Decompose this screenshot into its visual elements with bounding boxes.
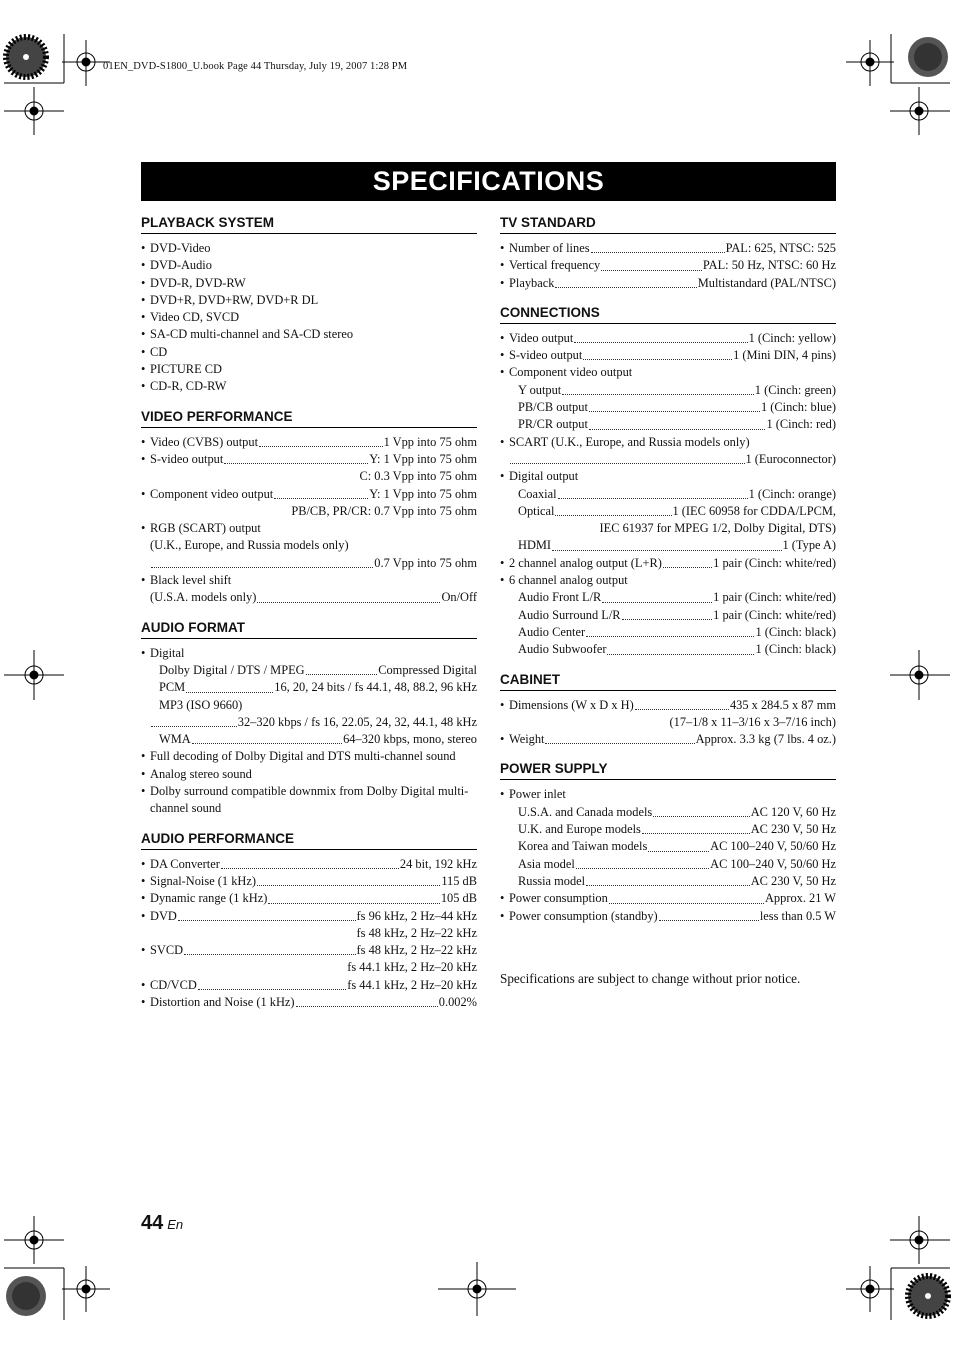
spec-item: [141, 942, 477, 959]
dot-leader: [151, 567, 373, 568]
spec-label: PR/CR output: [518, 417, 588, 432]
crosshair-icon: [62, 1266, 110, 1312]
spec-label: Audio Subwoofer: [518, 642, 607, 657]
dot-leader: [574, 342, 747, 343]
spec-item: [141, 679, 477, 696]
crosshair-icon: [4, 650, 64, 700]
crosshair-icon: [4, 87, 64, 135]
spec-item: • PICTURE CD: [141, 361, 477, 378]
spec-value: 32–320 kbps / fs 16, 22.05, 24, 32, 44.1, 48 kHz: [237, 714, 477, 729]
spec-item: [141, 555, 477, 572]
page-number-value: 44: [141, 1212, 164, 1234]
dot-leader: [151, 726, 237, 727]
spec-value: On/Off: [441, 590, 477, 605]
dot-leader: [622, 619, 713, 620]
spec-value: PAL: 50 Hz, NTSC: 60 Hz: [702, 258, 836, 273]
page-number: [141, 1212, 183, 1235]
spec-item: [141, 714, 477, 731]
spec-label: Coaxial: [518, 486, 557, 501]
spec-item: [500, 838, 836, 855]
spec-label: Optical: [518, 503, 555, 518]
spec-item: • Digital: [141, 645, 477, 662]
page-lang: En: [167, 1217, 184, 1232]
spec-item: • Power inlet: [500, 786, 836, 803]
spec-item: [500, 890, 836, 907]
spec-item: [500, 697, 836, 714]
dot-leader: [558, 498, 748, 499]
spec-item: [141, 994, 477, 1011]
spec-item: [141, 873, 477, 890]
spec-value: 1 pair (Cinch: white/red): [713, 607, 836, 622]
dot-leader: [583, 359, 732, 360]
dot-leader: [586, 636, 754, 637]
spec-value: AC 120 V, 60 Hz: [750, 804, 836, 819]
dot-leader: [296, 1006, 438, 1007]
spec-value: 1 (Cinch: yellow): [748, 330, 836, 345]
spec-item: [500, 330, 836, 347]
spec-label: • CD/VCD: [150, 977, 197, 992]
dot-leader: [589, 411, 760, 412]
section-heading: POWER SUPPLY: [500, 761, 836, 780]
spec-item: [141, 486, 477, 503]
spec-section: [500, 215, 836, 292]
dot-leader: [586, 885, 750, 886]
spec-label: • DVD: [150, 908, 177, 923]
spec-item: [141, 856, 477, 873]
crosshair-icon: [846, 40, 894, 86]
spec-item: [500, 607, 836, 624]
spec-value: less than 0.5 W: [759, 908, 836, 923]
spec-value: 1 (Cinch: blue): [760, 400, 836, 415]
spec-value: Approx. 3.3 kg (7 lbs. 4 oz.): [695, 732, 836, 747]
spec-label: • Number of lines: [509, 241, 590, 255]
dot-leader: [601, 270, 702, 271]
spec-item: [500, 908, 836, 925]
section-heading: TV STANDARD: [500, 215, 836, 234]
spec-label: (U.S.A. models only): [150, 590, 257, 605]
spec-value: 24 bit, 192 kHz: [399, 856, 477, 871]
spec-label: • DA Converter: [150, 856, 220, 871]
dot-leader: [224, 463, 368, 464]
spec-value: 1 (Euroconnector): [745, 451, 836, 466]
dot-leader: [635, 709, 729, 710]
spec-label: Asia model: [518, 856, 575, 871]
spec-label: • Video output: [509, 330, 574, 345]
spec-value: 0.7 Vpp into 75 ohm: [374, 555, 477, 570]
dot-leader: [663, 567, 712, 568]
dot-leader: [184, 954, 355, 955]
registration-target-icon: [908, 1276, 948, 1316]
spec-item: [500, 821, 836, 838]
spec-item: [141, 977, 477, 994]
spec-value: 1 (IEC 60958 for CDDA/LPCM,: [672, 503, 836, 518]
registration-target-icon: [6, 37, 46, 77]
spec-section: [141, 620, 477, 818]
spec-value: 16, 20, 24 bits / fs 44.1, 48, 88.2, 96 kHz: [274, 680, 477, 695]
spec-item: [500, 641, 836, 658]
spec-value: Y: 1 Vpp into 75 ohm: [369, 486, 477, 501]
spec-value: AC 230 V, 50 Hz: [750, 822, 836, 837]
spec-value: 435 x 284.5 x 87 mm: [729, 697, 836, 712]
spec-item: [500, 555, 836, 572]
spec-item: • Dolby surround compatible downmix from Dolby Digital multi-channel sound: [141, 783, 477, 818]
dot-leader: [576, 868, 709, 869]
spec-label: Y output: [518, 382, 562, 397]
spec-item: [500, 451, 836, 468]
spec-item: • DVD-Audio: [141, 257, 477, 274]
dot-leader: [642, 833, 750, 834]
spec-item: [500, 804, 836, 821]
spec-item: IEC 61937 for MPEG 1/2, Dolby Digital, DTS): [599, 521, 836, 536]
footnote: Specifications are subject to change without prior notice.: [500, 971, 801, 986]
spec-value: fs 96 kHz, 2 Hz–44 kHz: [356, 908, 477, 923]
dot-leader: [555, 287, 696, 288]
spec-section: [500, 672, 836, 749]
dot-leader: [591, 252, 725, 253]
spec-value: 1 (Cinch: black): [755, 642, 836, 657]
spec-label: U.K. and Europe models: [518, 822, 641, 837]
dot-leader: [589, 429, 766, 430]
spec-section: [500, 305, 836, 659]
spec-item: • Digital output: [500, 468, 836, 485]
spec-section: [141, 409, 477, 607]
spec-label: • Distortion and Noise (1 kHz): [150, 994, 295, 1009]
spec-section: [500, 761, 836, 924]
crosshair-icon: [890, 1216, 950, 1264]
spec-value: 105 dB: [440, 891, 477, 906]
spec-label: • Video (CVBS) output: [150, 434, 259, 449]
spec-label: • Playback: [509, 275, 555, 290]
dot-leader: [257, 885, 440, 886]
dot-leader: [555, 515, 671, 516]
spec-item: • Component video output: [500, 364, 836, 381]
spec-item: [500, 873, 836, 890]
section-heading: AUDIO FORMAT: [141, 620, 477, 639]
spec-label: • Power consumption: [509, 891, 608, 906]
dot-leader: [198, 989, 346, 990]
spec-value: 1 (Cinch: black): [755, 624, 836, 639]
spec-item: • Full decoding of Dolby Digital and DTS multi-channel sound: [141, 748, 477, 765]
dot-leader: [186, 692, 273, 693]
page-title: SPECIFICATIONS: [141, 162, 836, 201]
spec-value: 1 (Type A): [782, 538, 836, 553]
spec-item: [500, 486, 836, 503]
spec-value: 1 (Cinch: red): [766, 417, 836, 432]
spec-value: Approx. 21 W: [764, 891, 836, 906]
spec-value: Multistandard (PAL/NTSC): [697, 275, 836, 290]
spec-item: • DVD-Video: [141, 240, 477, 257]
spec-label: WMA: [159, 732, 191, 747]
crosshair-icon: [438, 1262, 516, 1316]
dot-leader: [221, 868, 399, 869]
spec-item: [500, 731, 836, 748]
spec-value: 1 (Mini DIN, 4 pins): [733, 348, 836, 363]
spec-item: (17–1/8 x 11–3/16 x 3–7/16 inch): [669, 714, 836, 729]
spec-item: • SCART (U.K., Europe, and Russia models only): [500, 434, 836, 451]
spec-item: PB/CB, PR/CR: 0.7 Vpp into 75 ohm: [291, 503, 477, 518]
dot-leader: [552, 550, 781, 551]
spec-item: [141, 589, 477, 606]
spec-value: fs 44.1 kHz, 2 Hz–20 kHz: [347, 977, 477, 992]
dot-leader: [178, 920, 356, 921]
spec-label: Audio Center: [518, 624, 586, 639]
dot-leader: [648, 851, 709, 852]
left-column: [141, 215, 477, 1024]
spec-label: Korea and Taiwan models: [518, 839, 648, 854]
dot-leader: [306, 674, 378, 675]
spec-item: • DVD-R, DVD-RW: [141, 275, 477, 292]
spec-item: [500, 347, 836, 364]
spec-label: • S-video output: [509, 348, 583, 363]
spec-value: 1 pair (Cinch: white/red): [713, 590, 836, 605]
spec-item: [141, 434, 477, 451]
spec-item: C: 0.3 Vpp into 75 ohm: [359, 469, 477, 484]
spec-item: [500, 589, 836, 606]
dot-leader: [609, 903, 764, 904]
spec-label: PCM: [159, 680, 186, 695]
spec-label: PB/CB output: [518, 400, 588, 415]
spec-label: • 2 channel analog output (L+R): [509, 555, 662, 570]
crosshair-icon: [846, 1266, 894, 1312]
spec-item: [141, 662, 477, 679]
spec-item: [500, 382, 836, 399]
spec-item: [141, 451, 477, 468]
spec-value: 1 pair (Cinch: white/red): [713, 555, 836, 570]
spec-item: [500, 856, 836, 873]
spec-value: 115 dB: [441, 873, 477, 888]
spec-value: AC 100–240 V, 50/60 Hz: [710, 839, 836, 854]
spec-label: • Power consumption (standby): [509, 908, 658, 923]
spec-value: 1 (Cinch: orange): [748, 486, 836, 501]
spec-item: (U.K., Europe, and Russia models only): [150, 538, 349, 553]
spec-item: [500, 537, 836, 554]
spec-item: [141, 890, 477, 907]
spec-item: • CD-R, CD-RW: [141, 378, 477, 395]
crosshair-icon: [890, 650, 950, 700]
spec-value: 0.002%: [438, 994, 477, 1009]
dot-leader: [653, 816, 750, 817]
spec-item: [500, 275, 836, 292]
spec-section: [141, 831, 477, 1012]
section-heading: PLAYBACK SYSTEM: [141, 215, 477, 234]
spec-item: • RGB (SCART) output: [141, 520, 477, 537]
spec-item: fs 48 kHz, 2 Hz–22 kHz: [356, 925, 477, 940]
dot-leader: [192, 743, 342, 744]
spec-value: AC 230 V, 50 Hz: [750, 873, 836, 888]
dot-leader: [602, 602, 712, 603]
dot-leader: [510, 463, 745, 464]
spec-item: • Video CD, SVCD: [141, 309, 477, 326]
dot-leader: [259, 446, 383, 447]
spec-value: 1 (Cinch: green): [754, 382, 836, 397]
spec-label: HDMI: [518, 538, 552, 553]
spec-section: [141, 215, 477, 396]
spec-item: [141, 908, 477, 925]
dot-leader: [562, 394, 754, 395]
section-heading: VIDEO PERFORMANCE: [141, 409, 477, 428]
spec-label: Audio Surround L/R: [518, 607, 621, 622]
spec-item: • DVD+R, DVD+RW, DVD+R DL: [141, 292, 477, 309]
spec-label: • Dynamic range (1 kHz): [150, 891, 268, 906]
right-column: [500, 215, 836, 938]
spec-label: • Component video output: [150, 486, 274, 501]
spec-item: [500, 399, 836, 416]
spec-item: [500, 624, 836, 641]
dot-leader: [274, 498, 368, 499]
spec-value: Compressed Digital: [378, 662, 477, 677]
spec-label: • Signal-Noise (1 kHz): [150, 873, 256, 888]
dot-leader: [607, 654, 754, 655]
spec-item: [500, 257, 836, 274]
spec-label: Dolby Digital / DTS / MPEG: [159, 662, 305, 677]
spec-value: 1 Vpp into 75 ohm: [383, 434, 477, 449]
dot-leader: [257, 602, 440, 603]
spec-item: fs 44.1 kHz, 2 Hz–20 kHz: [347, 960, 477, 975]
spec-label: • S-video output: [150, 451, 224, 466]
spec-value: fs 48 kHz, 2 Hz–22 kHz: [356, 943, 477, 958]
registration-target-icon: [6, 1276, 46, 1316]
print-header-line: 01EN_DVD-S1800_U.book Page 44 Thursday, July 19, 2007 1:28 PM: [103, 61, 408, 72]
spec-item: [141, 731, 477, 748]
spec-label: • SVCD: [150, 943, 184, 958]
spec-label: • Dimensions (W x D x H): [509, 697, 634, 712]
dot-leader: [659, 920, 759, 921]
spec-label: • Vertical frequency: [509, 258, 601, 273]
section-heading: CONNECTIONS: [500, 305, 836, 324]
spec-item: [500, 503, 836, 520]
spec-item: MP3 (ISO 9660): [159, 697, 243, 712]
spec-label: U.S.A. and Canada models: [518, 804, 653, 819]
spec-value: AC 100–240 V, 50/60 Hz: [710, 856, 836, 871]
spec-item: [500, 416, 836, 433]
spec-item: • CD: [141, 344, 477, 361]
spec-item: • Analog stereo sound: [141, 766, 477, 783]
spec-value: 64–320 kbps, mono, stereo: [343, 732, 477, 747]
crosshair-icon: [4, 1216, 64, 1264]
dot-leader: [545, 743, 694, 744]
spec-label: • Weight: [509, 732, 545, 747]
spec-item: • 6 channel analog output: [500, 572, 836, 589]
section-heading: AUDIO PERFORMANCE: [141, 831, 477, 850]
spec-value: PAL: 625, NTSC: 525: [725, 241, 836, 255]
spec-label: Russia model: [518, 873, 586, 888]
spec-item: • Black level shift: [141, 572, 477, 589]
crosshair-icon: [890, 87, 950, 135]
registration-target-icon: [908, 37, 948, 77]
spec-item: • SA-CD multi-channel and SA-CD stereo: [141, 326, 477, 343]
spec-item: [500, 240, 836, 257]
section-heading: CABINET: [500, 672, 836, 691]
spec-label: Audio Front L/R: [518, 590, 602, 605]
dot-leader: [268, 903, 440, 904]
spec-value: Y: 1 Vpp into 75 ohm: [369, 451, 477, 466]
